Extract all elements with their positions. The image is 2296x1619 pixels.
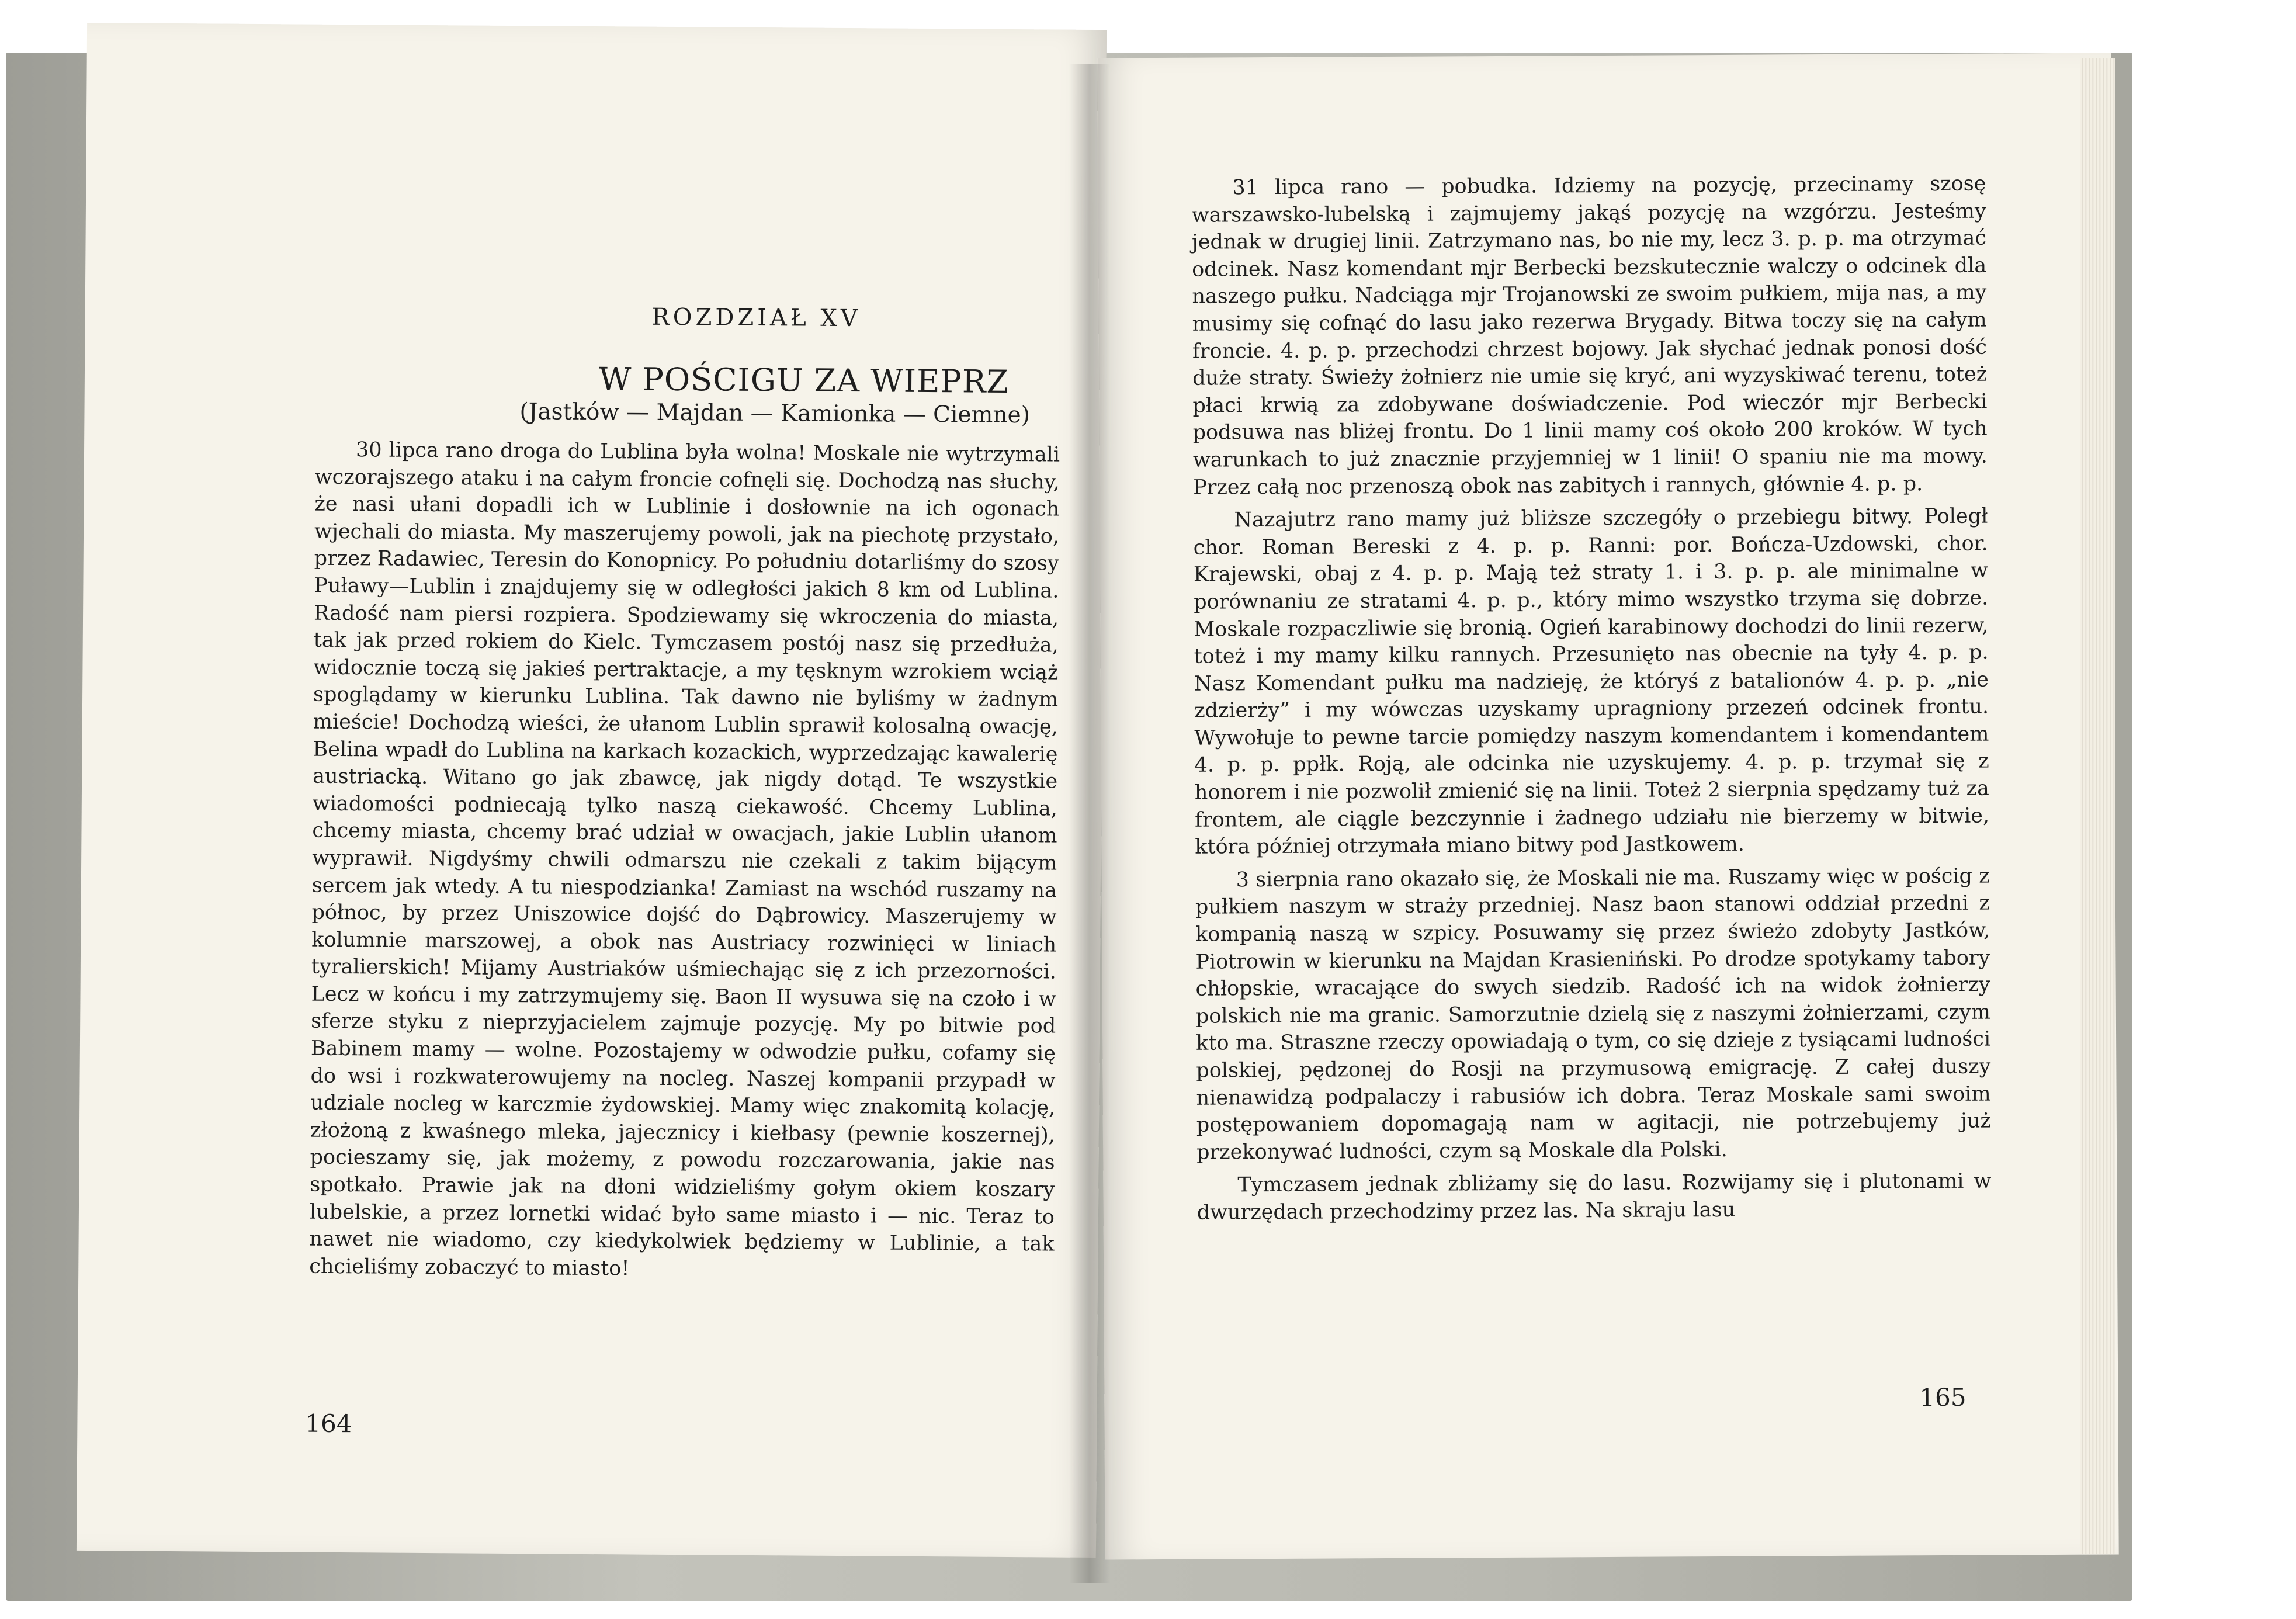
spine-shadow	[1069, 64, 1110, 1583]
page-number: 164	[305, 1409, 352, 1438]
chapter-title: W POŚCIGU ZA WIEPRZ	[598, 360, 1010, 400]
chapter-label: ROZDZIAŁ XV	[651, 303, 861, 332]
right-page-text	[1191, 171, 1991, 1227]
right-page	[1097, 53, 2118, 1559]
page-edges	[2080, 58, 2115, 1554]
paragraph: 30 lipca rano droga do Lublina była wolna! Moskale nie wytrzymali wczorajszego ataku i na całym froncie cofnęli się. Dochodzą nas słuchy, że nasi ułani dopadli ich w Lublinie i dosłownie na ich ogonach wjechali do miasta. My maszerujemy powoli, jak na piechotę przystało, przez Radawiec, Teresin do Konopnicy. Po południu dotarliśmy do szosy Puławy—Lublin i znajdujemy się w odległości jakich 8 km od Lublina. Radość nam piersi rozpiera. Spodziewamy się wkroczenia do miasta, tak jak przed rokiem do Kielc. Tymczasem postój nasz się przedłuża, widocznie toczą się jakieś pertraktacje, a my tęsknym wzrokiem wciąż spoglądamy w kierunku Lublina. Tak dawno nie byliśmy w żadnym mieście! Dochodzą wieści, że ułanom Lublin sprawił kolosalną owację, Belina wpadł do Lublina na karkach kozackich, wyprzedzając kawalerię austriacką. Witano go jak zbawcę, jak nigdy dotąd. Te wszystkie wiadomości podniecają tylko naszą ciekawość. Chcemy Lublina, chcemy miasta, chcemy brać udział w owacjach, jakie Lublin ułanom wyprawił. Nigdyśmy chwili odmarszu nie czekali z takim bijącym sercem jak wtedy. A tu niespodzianka! Zamiast na wschód ruszamy na północ, by przez Uniszowice dojść do Dąbrowicy. Maszerujemy w kolumnie marszowej, a obok nas Austriacy rozwinięci w liniach tyralierskich! Mijamy Austriaków uśmiechając się z ich przezorności. Lecz w końcu i my zatrzymujemy się. Baon II wysuwa się na czoło i w sferze styku z nieprzyjacielem zajmuje pozycję. My po bitwie pod Babinem mamy — wolne. Pozostajemy w odwodzie pułku, cofamy się do wsi i rozkwaterowujemy na nocleg. Naszej kompanii przypadł w udziale nocleg w karczmie żydowskiej. Mamy więc znakomitą kolację, złożoną z kwaśnego mleka, jajecznicy i kiełbasy (pewnie koszernej), pocieszamy się, jak możemy, z powodu rozczarowania, jakie nas spotkało. Prawie jak na dłoni widzieliśmy gołym okiem koszary lubelskie, a przez lornetki widać było same miasto i — nic. Teraz to nawet nie wiadomo, czy kiedykolwiek będziemy w Lublinie, a tak chcieliśmy zobaczyć to miasto!	[309, 438, 1060, 1281]
page-number: 165	[1919, 1382, 1966, 1412]
paragraph: Nazajutrz rano mamy już bliższe szczegóły o przebiegu bitwy. Poległ chor. Roman Bereski z 4. p. p. Ranni: por. Bończa-Uzdowski, chor. Krajewski, obaj z 4. p. p. Mają też straty 1. i 3. p. p. ale minimalne w porównaniu ze stratami 4. p. p., który mimo wszystko trzyma się dobrze. Moskale rozpaczliwie się bronią. Ogień karabinowy dochodzi do linii rezerw, toteż i my mamy kilku rannych. Przesunięto nas obecnie na tyły 4. p. p. Nasz Komendant pułku ma nadzieję, że któryś z batalionów 4. p. p. „nie zdzierży” i my wówczas uzyskamy upragniony przezeń odcinek frontu. Wywołuje to pewne tarcie pomiędzy naszym komendantem i komendantem 4. p. p. ppłk. Roją, ale odcinka nie uzyskujemy. 4. p. p. trzymał się z honorem i nie pozwolił zmienić się na linii. Toteż 2 sierpnia spędzamy tuż za frontem, ale ciągle bezczynnie i żadnego udziału nie bierzemy w bitwie, która później otrzymała miano bitwy pod Jastkowem.	[1193, 504, 1990, 859]
paragraph: 31 lipca rano — pobudka. Idziemy na pozycję, przecinamy szosę warszawsko-lubelską i zajmujemy jakąś pozycję na wzgórzu. Jesteśmy jednak w drugiej linii. Zatrzymano nas, bo nie my, lecz 3. p. p. ma otrzymać odcinek. Nasz komendant mjr Berbecki bezskutecznie walczy o odcinek dla naszego pułku. Nadciąga mjr Trojanowski ze swoim pułkiem, mija nas, a my musimy się cofnąć do lasu jako rezerwa Brygady. Bitwa toczy się na całym froncie. 4. p. p. przechodzi chrzest bojowy. Jak słychać jednak ponosi dość duże straty. Świeży żołnierz nie umie się kryć, ani wyzyskiwać terenu, toteż płaci krwią za zdobywane doświadczenie. Pod wieczór mjr Berbecki podsuwa nas bliżej frontu. Do 1 linii mamy coś około 200 kroków. W tych warunkach to już znacznie przyjemniej w 1 linii! O spaniu nie ma mowy. Przez całą noc przenoszą obok nas zabitych i rannych, głównie 4. p. p.	[1191, 172, 1988, 500]
left-page	[77, 23, 1107, 1558]
chapter-subtitle: (Jastków — Majdan — Kamionka — Ciemne)	[519, 398, 1031, 429]
left-page-text	[309, 436, 1060, 1285]
paragraph: Tymczasem jednak zbliżamy się do lasu. Rozwijamy się i plutonami w dwurzędach przechodzimy przez las. Na skraju lasu	[1196, 1169, 1992, 1225]
paragraph: 3 sierpnia rano okazało się, że Moskali nie ma. Ruszamy więc w pościg z pułkiem naszym w straży przedniej. Nasz baon stanowi oddział przedni z kompanią naszą w szpicy. Posuwamy się przez świeżo zdobyty Jastków, Piotrowin w kierunku na Majdan Krasieniński. Po drodze spotykamy tabory chłopskie, wracające do swych siedzib. Radość ich na widok żołnierzy polskich nie ma granic. Samorzutnie dzielą się z naszymi żołnierzami, czym kto ma. Straszne rzeczy opowiadają o tym, co się dzieje z tysiącami ludności polskiej, pędzonej do Rosji na przymusową emigrację. Z całej duszy nienawidzą podpalaczy i rabusiów ich dobra. Teraz Moskale sami swoim postępowaniem dopomagają nam w agitacji, nie potrzebujemy już przekonywać ludności, czym są Moskale dla Polski.	[1195, 864, 1991, 1164]
